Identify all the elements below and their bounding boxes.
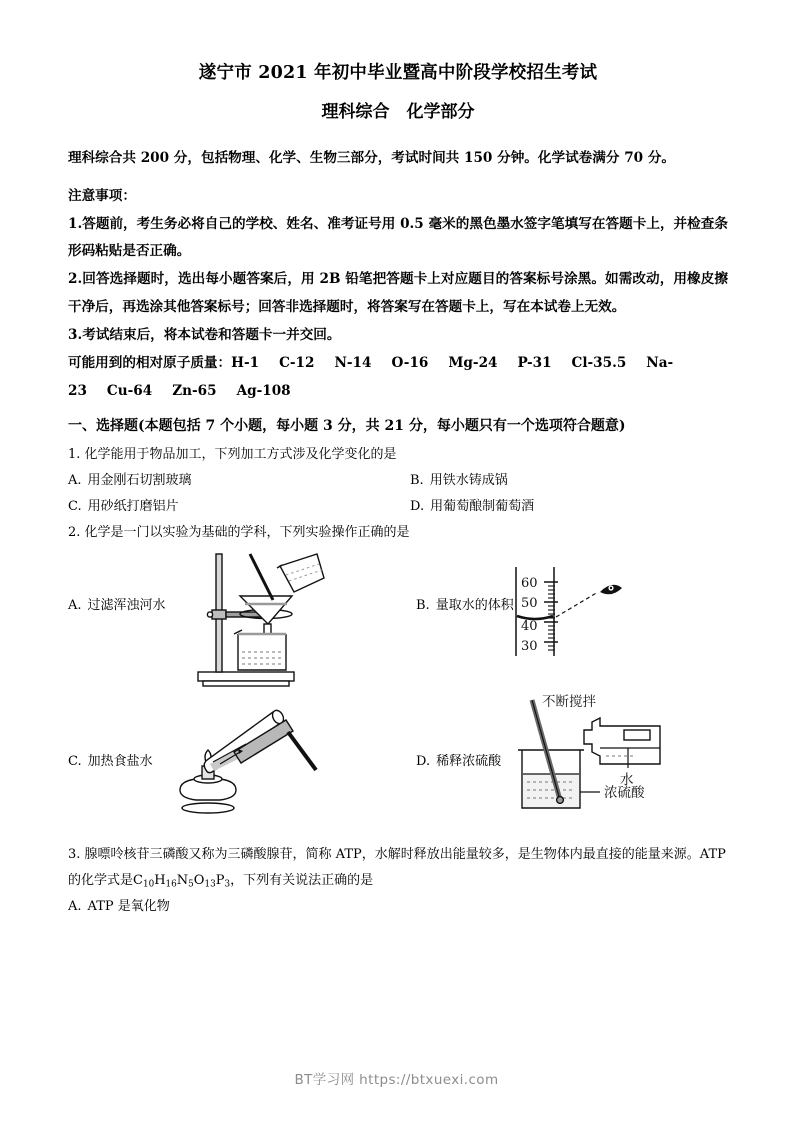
question-1-number: 1.	[68, 446, 81, 462]
atomic-mass-label: 可能用到的相对原子质量：	[68, 354, 232, 371]
atomic-mass-0: H-1	[231, 354, 260, 371]
atomic-mass-3: O-16	[391, 354, 429, 371]
question-2-option-d[interactable]	[416, 750, 501, 769]
question-3-number: 3.	[68, 846, 81, 862]
option-label: B.	[410, 472, 424, 488]
option-text: 用铁水铸成锅	[429, 472, 508, 488]
question-1-option-b[interactable]	[398, 468, 728, 494]
notice-item-2: 2.回答选择题时，选出每小题答案后，用 2B 铅笔把答题卡上对应题目的答案标号涂黑。如需改动，用橡皮擦干净后，再选涂其他答案标号；回答非选择题时，将答案写在答题卡上，写在本试卷上无效。	[68, 271, 728, 316]
option-text: 量取水的体积	[435, 597, 514, 613]
cylinder-tick-60: 60	[521, 575, 538, 591]
option-label: A.	[68, 597, 82, 613]
cylinder-tick-50: 50	[521, 595, 538, 611]
footer-watermark: BT学习网 https://btxuexi.com	[294, 1072, 499, 1088]
question-1-option-d[interactable]	[398, 494, 728, 520]
question-1-options-row-2	[68, 494, 728, 520]
question-2-text: 化学是一门以实验为基础的学科，下列实验操作正确的是	[84, 524, 410, 540]
atomic-mass-4: Mg-24	[448, 354, 498, 371]
option-text: 加热食盐水	[87, 753, 153, 769]
eye-icon	[600, 584, 622, 593]
graduated-cylinder-figure	[506, 564, 636, 673]
question-1-stem	[68, 442, 728, 468]
page-content	[68, 62, 728, 920]
question-3-text-part2: ，下列有关说法正确的是	[230, 872, 374, 888]
question-2-option-b[interactable]	[416, 594, 514, 613]
atomic-mass-1: C-12	[279, 354, 315, 371]
question-1-option-c[interactable]	[68, 494, 398, 520]
question-2-option-c[interactable]	[68, 750, 153, 769]
question-3-stem	[68, 842, 728, 894]
atomic-mass-6: Cl-35.5	[571, 354, 627, 371]
question-3-text-part1: 腺嘌呤核苷三磷酸又称为三磷酸腺苷，简称 ATP，水解时释放出能量较多，是生物体内最直接的能量来源。ATP 的化学式是	[68, 846, 726, 888]
atp-formula: $C_{10}H_{16}N_5O_{13}P_3$	[133, 872, 231, 890]
notice-item-3: 3.考试结束后，将本试卷和答题卡一并交回。	[68, 327, 341, 343]
option-label: B.	[416, 597, 430, 613]
atomic-mass-9: Zn-65	[172, 382, 217, 399]
water-label: 水	[620, 771, 634, 788]
question-1-options-row-1	[68, 468, 728, 494]
option-text: ATP 是氧化物	[87, 898, 170, 914]
atomic-mass-5: P-31	[517, 354, 552, 371]
cylinder-tick-40: 40	[521, 618, 538, 634]
section-heading-choice: 一、选择题(本题包括 7 个小题，每小题 3 分，共 21 分，每小题只有一个选项符合题意)	[68, 417, 626, 434]
question-1-text: 化学能用于物品加工，下列加工方式涉及化学变化的是	[84, 446, 397, 462]
atomic-mass-8: Cu-64	[106, 382, 153, 399]
question-2-option-a[interactable]	[68, 594, 166, 613]
option-label: C.	[68, 753, 82, 769]
question-2-figure-grid	[68, 552, 728, 842]
filtration-apparatus-figure	[176, 548, 326, 697]
option-label: A.	[68, 472, 82, 488]
atomic-mass-line	[68, 350, 728, 406]
graduated-cylinder-icon	[506, 564, 636, 669]
notice-heading: 注意事项：	[68, 187, 136, 204]
option-text: 过滤浑浊河水	[87, 597, 166, 613]
option-label: D.	[410, 498, 425, 514]
option-label: D.	[416, 753, 431, 769]
intro-paragraph: 理科综合共 200 分，包括物理、化学、生物三部分，考试时间共 150 分钟。化学试卷满分 70 分。	[68, 149, 676, 166]
filtration-apparatus-icon	[176, 548, 326, 693]
heating-test-tube-figure	[168, 700, 318, 822]
page-subtitle: 理科综合 化学部分	[321, 101, 475, 122]
question-2-stem	[68, 520, 728, 546]
stir-label: 不断搅拌	[542, 693, 596, 710]
option-text: 用葡萄酿制葡萄酒	[430, 498, 535, 514]
question-3-option-a[interactable]	[68, 894, 398, 920]
atomic-mass-10: Ag-108	[236, 382, 291, 399]
atomic-mass-2: N-14	[334, 354, 372, 371]
option-label: C.	[68, 498, 82, 514]
option-text: 用砂纸打磨铝片	[87, 498, 179, 514]
option-text: 用金刚石切割玻璃	[87, 472, 192, 488]
question-1-option-a[interactable]	[68, 468, 398, 494]
option-label: A.	[68, 898, 82, 914]
diluting-sulfuric-acid-figure	[500, 692, 690, 828]
concentrated-acid-label: 浓硫酸	[604, 784, 645, 801]
cylinder-tick-30: 30	[521, 638, 538, 654]
heating-test-tube-icon	[168, 700, 318, 818]
option-text: 稀释浓硫酸	[436, 753, 502, 769]
page-title: 遂宁市 2021 年初中毕业暨高中阶段学校招生考试	[198, 63, 598, 83]
atomic-mass-7: Na-23	[68, 354, 674, 399]
diluting-sulfuric-acid-icon	[500, 692, 690, 824]
notice-item-1: 1.答题前，考生务必将自己的学校、姓名、准考证号用 0.5 毫米的黑色墨水签字笔填写在答题卡上，并检查条形码粘贴是否正确。	[68, 215, 728, 260]
question-3-options-row-1	[68, 894, 728, 920]
question-2-number: 2.	[68, 524, 81, 540]
